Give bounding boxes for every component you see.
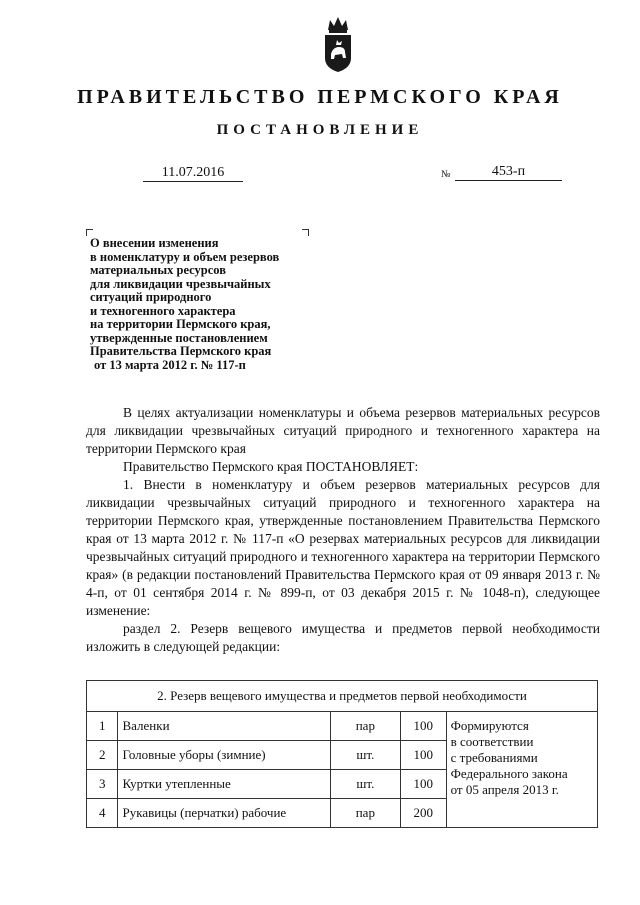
table-note: [446, 712, 597, 828]
paragraph-preamble: В целях актуализации номенклатуры и объема резервов материальных ресурсов для ликвидации чрезвычайных ситуаций природного и техногенного характера на территории Пермского края: [86, 405, 600, 456]
note-line: Федерального закона: [450, 766, 568, 781]
item-name: Головные уборы (зимние): [118, 741, 330, 770]
document-date: 11.07.2016: [143, 164, 243, 182]
subject-line: в номенклатуру и объем резервов: [90, 249, 280, 264]
paragraph-resolves: Правительство Пермского края ПОСТАНОВЛЯЕТ:: [123, 459, 419, 474]
subject-line: утвержденные постановлением: [90, 330, 268, 345]
item-unit: шт.: [330, 741, 400, 770]
reserve-table: [86, 680, 598, 828]
subject-line: Правительства Пермского края: [90, 344, 272, 358]
government-title: ПРАВИТЕЛЬСТВО ПЕРМСКОГО КРАЯ: [77, 86, 563, 108]
table-header: 2. Резерв вещевого имущества и предметов первой необходимости: [87, 681, 598, 712]
subject-line: и техногенного характера: [90, 303, 236, 318]
item-quantity: 100: [400, 741, 446, 770]
subject-line: ситуаций природного: [90, 290, 212, 304]
note-line: Формируются: [450, 718, 529, 733]
subject-bracket-right: [302, 229, 309, 236]
paragraph-section-2: раздел 2. Резерв вещевого имущества и предметов первой необходимости изложить в следующей редакции:: [86, 621, 600, 654]
subject-line: на территории Пермского края,: [90, 317, 271, 331]
row-number: 3: [87, 770, 118, 799]
item-unit: шт.: [330, 770, 400, 799]
document-subject: [90, 237, 330, 372]
item-unit: пар: [330, 712, 400, 741]
item-quantity: 100: [400, 712, 446, 741]
table-row: [87, 712, 598, 741]
document-number: 453-п: [455, 163, 562, 181]
subject-line: для ликвидации чрезвычайных: [90, 276, 271, 291]
note-line: от 05 апреля 2013 г.: [450, 782, 560, 797]
item-name: Валенки: [118, 712, 330, 741]
item-name: Куртки утепленные: [118, 770, 330, 799]
row-number: 2: [87, 741, 118, 770]
document-body: [86, 404, 600, 656]
item-unit: пар: [330, 799, 400, 828]
subject-bracket-left: [86, 229, 93, 236]
note-line: с требованиями: [450, 750, 538, 765]
note-line: в соответствии: [450, 734, 534, 749]
row-number: 1: [87, 712, 118, 741]
number-sign: №: [441, 169, 451, 180]
subject-line: материальных ресурсов: [90, 263, 226, 277]
paragraph-item-1: 1. Внести в номенклатуру и объем резервов материальных ресурсов для ликвидации чрезвычайных ситуаций природного и техногенного характера на территории Пермского края, утвержденные постановлением Правительства Пермского края от 13 марта 2012 г. № 117-п «О резервах материальных ресурсов для ликвидации чрезвычайных ситуаций природного и техногенного характера на территории Пермского края» (в редакции постановлений Правительства Пермского края от 09 января 2013 г. № 4-п, от 01 сентября 2014 г. № 899-п, от 03 декабря 2015 г. № 1048-п), следующее изменение:: [86, 477, 600, 618]
document-type-title: ПОСТАНОВЛЕНИЕ: [216, 122, 424, 138]
subject-line: О внесении изменения: [90, 236, 219, 250]
row-number: 4: [87, 799, 118, 828]
item-quantity: 100: [400, 770, 446, 799]
coat-of-arms-emblem: [322, 14, 354, 74]
item-name: Рукавицы (перчатки) рабочие: [118, 799, 330, 828]
subject-line: от 13 марта 2012 г. № 117-п: [94, 357, 246, 372]
item-quantity: 200: [400, 799, 446, 828]
